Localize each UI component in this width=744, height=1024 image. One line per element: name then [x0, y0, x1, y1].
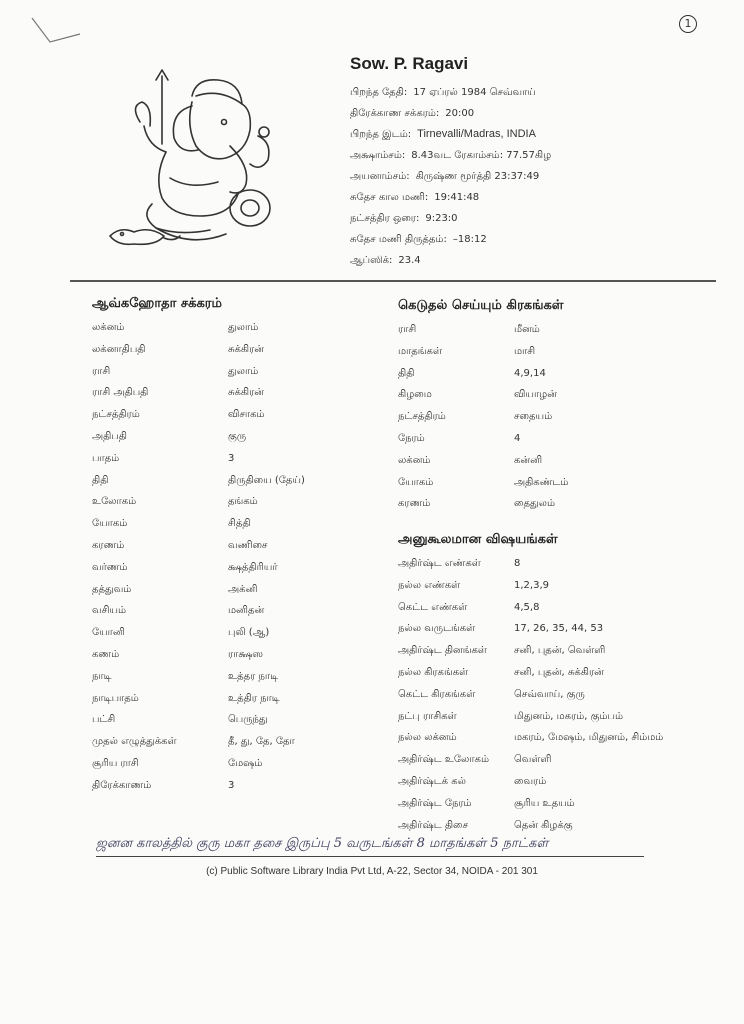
favourable-table	[398, 558, 718, 838]
row-key: லக்னம்	[92, 322, 125, 333]
row-value: மீனம்	[514, 324, 540, 335]
row-value: மனிதன்	[228, 605, 265, 617]
avakahada-table	[92, 322, 352, 802]
row-value: 17, 26, 35, 44, 53	[514, 623, 604, 635]
row-value: 4,5,8	[514, 601, 540, 613]
row-value: புலி (ஆ)	[228, 627, 270, 639]
row-value: சனி, புதன், சுக்கிரன்	[514, 667, 604, 678]
malefic-table	[398, 324, 718, 524]
pen-mark-decoration	[28, 14, 88, 50]
row-key: வசியம்	[92, 605, 127, 617]
row-value: மிதுனம், மகரம், கும்பம்	[514, 710, 623, 722]
row-key: நல்ல எண்கள்	[398, 579, 461, 591]
row-value: 4	[514, 433, 521, 444]
row-value: தைதுலம்	[514, 498, 555, 510]
row-key: ராசி	[398, 324, 417, 335]
row-key: நல்ல லக்னம்	[398, 732, 457, 744]
row-value: துலாம்	[228, 322, 259, 333]
row-key: நாடிபாதம்	[92, 692, 139, 704]
row-value: வணிசை	[228, 540, 268, 551]
row-key: நேரம்	[398, 433, 425, 444]
row-key: யோகம்	[92, 518, 128, 530]
row-key: லக்னம்	[398, 454, 431, 466]
row-key: தத்துவம்	[92, 583, 132, 595]
row-value: திருதியை (தேய்)	[228, 474, 305, 486]
header-info	[350, 54, 730, 271]
row-key: கணம்	[92, 649, 120, 660]
row-value: சுக்கிரன்	[228, 343, 264, 355]
drekkana-row: திரேக்காண சக்கரம்: 20:00	[350, 108, 475, 119]
row-key: அதிர்ஷ்டக் கல்	[398, 776, 466, 787]
row-value: 3	[228, 452, 235, 464]
row-value: சனி, புதன், வெள்ளி	[514, 645, 606, 657]
row-value: துலாம்	[228, 365, 259, 377]
row-value: 8	[514, 558, 521, 569]
birth-place-row: பிறந்த இடம்: Tirnevalli/Madras, INDIA	[350, 128, 536, 140]
ayanamsa-row: அயனாம்சம்: கிருஷ்ண மூர்த்தி 23:37:49	[350, 171, 540, 182]
row-key: வர்ணம்	[92, 561, 128, 573]
row-value: தீ, து, தே, தோ	[228, 736, 295, 748]
row-key: நட்சத்திரம்	[92, 409, 140, 421]
row-key: யோகம்	[398, 476, 434, 488]
row-value: மாசி	[514, 345, 536, 357]
row-key: அதிர்ஷ்ட நேரம்	[398, 797, 472, 809]
row-key: பட்சி	[92, 714, 116, 726]
row-value: அக்னி	[228, 583, 258, 595]
latitude-longitude-row: அக்ஷாம்சம்: 8.43வட ரேகாம்சம்: 77.57கிழ	[350, 150, 552, 161]
row-key: கரணம்	[92, 540, 125, 551]
row-value: வைரம்	[514, 776, 547, 787]
person-name: Sow. P. Ragavi	[350, 54, 469, 73]
row-value: 3	[228, 779, 235, 791]
row-key: அதிபதி	[92, 431, 127, 442]
row-value: சித்தி	[228, 518, 251, 530]
row-key: கரணம்	[398, 498, 431, 510]
row-value: தென் கிழக்கு	[514, 819, 573, 831]
avakahada-title: ஆவ்கஹோதா சக்கரம்	[92, 296, 222, 311]
row-value: கன்னி	[514, 454, 543, 466]
row-value: குரு	[228, 431, 247, 442]
sidereal-time-row: நட்சத்திர ஒரை: 9:23:0	[350, 213, 458, 224]
row-key: யோனி	[92, 627, 125, 639]
row-key: நாடி	[92, 670, 112, 682]
row-key: கெட்ட கிரகங்கள்	[398, 688, 476, 700]
obliquity-row: ஆப்ஸிக்: 23.4	[350, 255, 421, 266]
row-value: விசாகம்	[228, 409, 265, 421]
row-key: அதிர்ஷ்ட தினங்கள்	[398, 645, 487, 657]
handwritten-underline	[96, 856, 644, 857]
row-value: வியாழன்	[514, 389, 557, 401]
row-key: கெட்ட எண்கள்	[398, 601, 468, 613]
row-value: பெருந்து	[228, 714, 268, 726]
ganesha-emblem-icon	[100, 66, 280, 256]
row-value: சதையம்	[514, 411, 553, 423]
row-key: உலோகம்	[92, 496, 137, 508]
birth-date-row: பிறந்த தேதி: 17 ஏப்ரல் 1984 செவ்வாய்	[350, 87, 536, 98]
row-value: 4,9,14	[514, 367, 546, 379]
row-key: ராசி	[92, 365, 111, 377]
row-key: கிழமை	[398, 389, 432, 401]
time-correction-row: சுதேச மணி திருத்தம்: –18:12	[350, 234, 487, 245]
footer-copyright: (c) Public Software Library India Pvt Ltd, A-22, Sector 34, NOIDA - 201 301	[206, 866, 538, 877]
row-key: அதிர்ஷ்ட திசை	[398, 819, 469, 831]
row-key: நல்ல கிரகங்கள்	[398, 667, 469, 678]
row-value: அதிகண்டம்	[514, 476, 569, 488]
row-value: சூரிய உதயம்	[514, 797, 575, 809]
row-value: சுக்கிரன்	[228, 387, 264, 399]
favourable-title: அனுகூலமான விஷயங்கள்	[398, 532, 558, 547]
handwritten-note: ஜனன காலத்தில் குரு மகா தசை இருப்பு 5 வருடங்கள் 8 மாதங்கள் 5 நாட்கள்	[96, 836, 549, 851]
header-divider	[70, 280, 716, 282]
row-key: மாதங்கள்	[398, 345, 442, 357]
row-key: நட்பு ராசிகள்	[398, 710, 457, 722]
row-key: திரேக்காணம்	[92, 779, 152, 791]
row-key: நட்சத்திரம்	[398, 411, 446, 423]
row-value: ராக்ஷஸ	[228, 649, 264, 660]
row-value: உத்தர நாடி	[228, 670, 279, 682]
row-value: க்ஷத்திரியர்	[228, 561, 278, 573]
local-time-row: சுதேச கால மணி: 19:41:48	[350, 192, 480, 203]
row-value: தங்கம்	[228, 496, 258, 508]
row-key: அதிர்ஷ்ட உலோகம்	[398, 754, 490, 766]
row-value: செவ்வாய், குரு	[514, 688, 585, 700]
row-key: முதல் எழுத்துக்கள்	[92, 736, 177, 748]
row-key: திதி	[398, 367, 415, 379]
row-value: மகரம், மேஷம், மிதுனம், சிம்மம்	[514, 732, 664, 744]
row-value: வெள்ளி	[514, 754, 552, 766]
row-value: உத்திர நாடி	[228, 692, 280, 704]
row-value: 1,2,3,9	[514, 579, 549, 591]
row-key: அதிர்ஷ்ட எண்கள்	[398, 558, 481, 569]
malefic-title: கெடுதல் செய்யும் கிரகங்கள்	[398, 298, 564, 313]
row-value: மேஷம்	[228, 758, 263, 769]
row-key: சூரிய ராசி	[92, 758, 139, 769]
row-key: லக்னாதிபதி	[92, 343, 146, 355]
row-key: பாதம்	[92, 452, 120, 464]
row-key: ராசி அதிபதி	[92, 387, 149, 399]
page-number: 1	[679, 15, 697, 33]
row-key: திதி	[92, 474, 109, 486]
row-key: நல்ல வருடங்கள்	[398, 623, 476, 635]
